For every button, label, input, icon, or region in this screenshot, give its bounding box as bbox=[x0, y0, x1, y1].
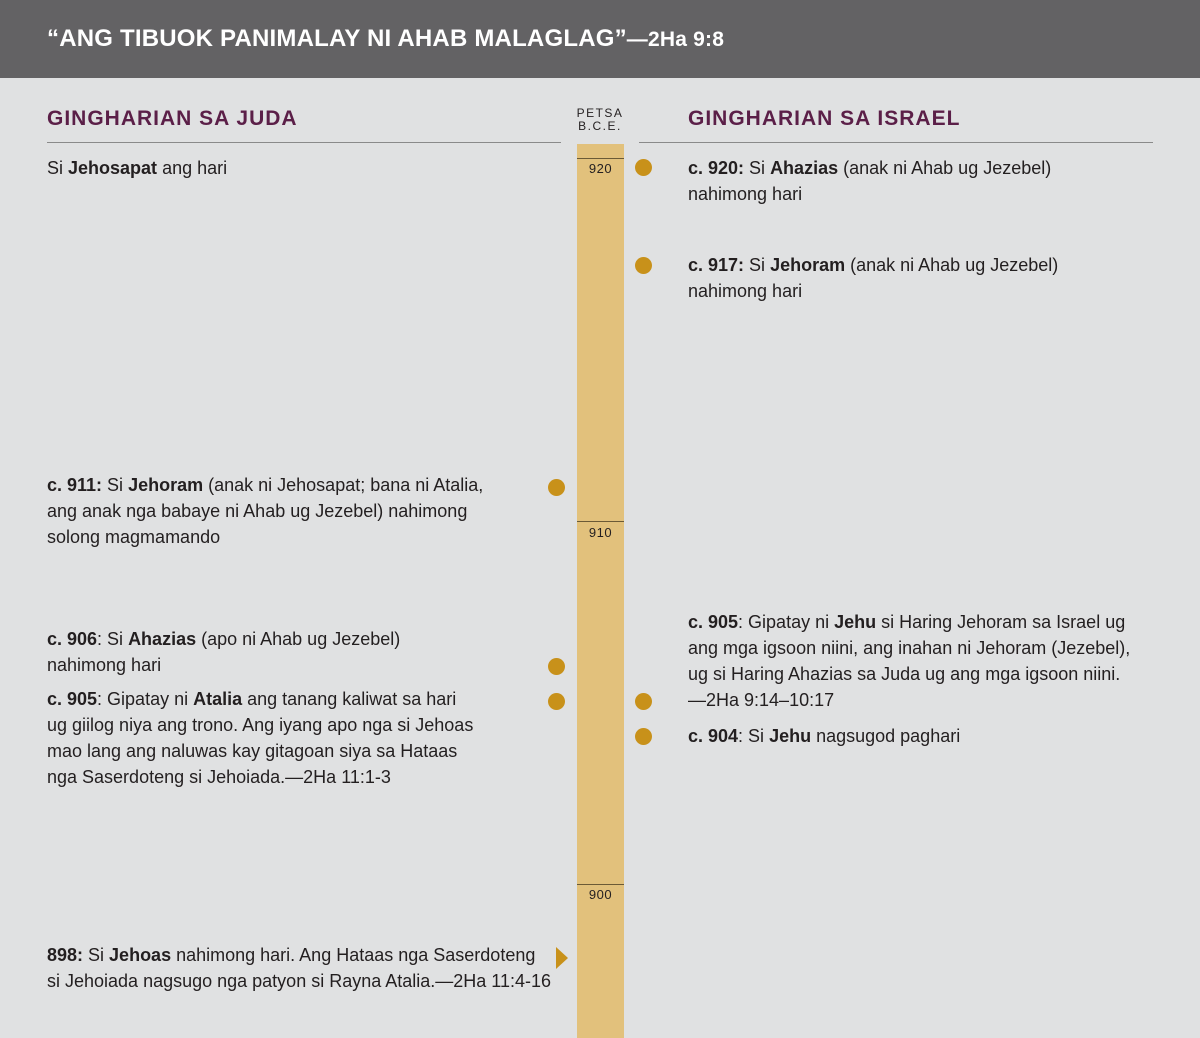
entry-bold-text: Ahazias bbox=[128, 629, 197, 649]
entry-bold-text: Jehu bbox=[769, 726, 812, 746]
israel-heading: GINGHARIAN SA ISRAEL bbox=[688, 107, 961, 130]
entry-bold-text: c. 905 bbox=[47, 689, 98, 709]
entry-text: Si bbox=[744, 255, 771, 275]
judah-entry-905 bbox=[47, 686, 473, 790]
entry-bold-text: c. 911: bbox=[47, 475, 103, 495]
israel-entry-920 bbox=[688, 155, 1051, 207]
entry-bold-text: Jehu bbox=[834, 612, 877, 632]
entry-text: ang hari bbox=[157, 158, 228, 178]
entry-text: ang tanang kaliwat sa hari bbox=[242, 689, 457, 709]
entry-bold-text: c. 906 bbox=[47, 629, 98, 649]
entry-text: ug giilog niya ang trono. Ang iyang apo nga si Jehoas bbox=[47, 715, 474, 735]
page-title bbox=[47, 25, 724, 53]
entry-text: Si bbox=[744, 158, 771, 178]
timeline-year-920: 920 bbox=[588, 161, 613, 176]
judah-marker-898-arrow bbox=[556, 947, 568, 969]
entry-bold-text: Jehoas bbox=[109, 945, 172, 965]
timeline-label bbox=[576, 107, 624, 133]
entry-text: si Jehoiada nagsugo nga patyon si Rayna Atalia.—2Ha 11:4-16 bbox=[47, 971, 552, 991]
timeline-label-bce: B.C.E. bbox=[578, 119, 622, 133]
timeline-year-910: 910 bbox=[588, 525, 613, 540]
timeline-tick-920 bbox=[577, 158, 624, 159]
israel-marker-904 bbox=[635, 728, 652, 745]
israel-marker-920 bbox=[635, 159, 652, 176]
timeline-year-900: 900 bbox=[588, 887, 613, 902]
judah-marker-905 bbox=[548, 693, 565, 710]
judah-marker-906 bbox=[548, 658, 565, 675]
timeline-bar bbox=[577, 144, 624, 1038]
entry-text: nahimong hari bbox=[47, 655, 162, 675]
entry-text: nahimong hari bbox=[688, 281, 803, 301]
timeline-tick-910 bbox=[577, 521, 624, 522]
entry-text: : Gipatay ni bbox=[738, 612, 835, 632]
entry-bold-text: Jehoram bbox=[770, 255, 846, 275]
israel-marker-905 bbox=[635, 693, 652, 710]
entry-bold-text: c. 904 bbox=[688, 726, 739, 746]
judah-heading: GINGHARIAN SA JUDA bbox=[47, 107, 298, 130]
entry-text: Si bbox=[83, 945, 110, 965]
entry-text: (apo ni Ahab ug Jezebel) bbox=[196, 629, 401, 649]
israel-heading-rule bbox=[639, 142, 1153, 143]
entry-text: nagsugod paghari bbox=[811, 726, 961, 746]
title-text: “ANG TIBUOK PANIMALAY NI AHAB MALAGLAG” bbox=[47, 25, 627, 52]
entry-text: Si bbox=[47, 158, 69, 178]
israel-entry-904 bbox=[688, 723, 960, 749]
entry-bold-text: Ahazias bbox=[770, 158, 839, 178]
entry-bold-text: c. 917: bbox=[688, 255, 745, 275]
judah-marker-911 bbox=[548, 479, 565, 496]
entry-text: nga Saserdoteng si Jehoiada.—2Ha 11:1-3 bbox=[47, 767, 391, 787]
judah-entry-906 bbox=[47, 626, 400, 678]
entry-text: nahimong hari. Ang Hataas nga Saserdoteng bbox=[171, 945, 536, 965]
entry-text: si Haring Jehoram sa Israel ug bbox=[876, 612, 1126, 632]
entry-bold-text: Jehoram bbox=[128, 475, 204, 495]
title-reference: —2Ha 9:8 bbox=[626, 28, 725, 51]
entry-text: ang mga igsoon niini, ang inahan ni Jehoram (Jezebel), bbox=[688, 638, 1131, 658]
entry-text: solong magmamando bbox=[47, 527, 221, 547]
entry-text: (anak ni Ahab ug Jezebel) bbox=[838, 158, 1052, 178]
entry-text: : Si bbox=[97, 629, 129, 649]
entry-text: : Gipatay ni bbox=[97, 689, 194, 709]
entry-text: mao lang ang naluwas kay gitagoan siya sa Hataas bbox=[47, 741, 458, 761]
entry-bold-text: c. 920: bbox=[688, 158, 745, 178]
entry-text: —2Ha 9:14–10:17 bbox=[688, 690, 835, 710]
israel-entry-905 bbox=[688, 609, 1130, 713]
entry-text: ug si Haring Ahazias sa Juda ug ang mga igsoon niini. bbox=[688, 664, 1121, 684]
judah-entry-898 bbox=[47, 942, 551, 994]
israel-marker-917 bbox=[635, 257, 652, 274]
israel-entry-917 bbox=[688, 252, 1058, 304]
entry-text: (anak ni Ahab ug Jezebel) bbox=[845, 255, 1059, 275]
judah-entry-911 bbox=[47, 472, 483, 550]
entry-text: nahimong hari bbox=[688, 184, 803, 204]
timeline-label-petsa: PETSA bbox=[576, 106, 624, 120]
judah-entry-jehosapat bbox=[47, 155, 227, 181]
entry-text: Si bbox=[102, 475, 129, 495]
timeline-tick-900 bbox=[577, 884, 624, 885]
entry-text: (anak ni Jehosapat; bana ni Atalia, bbox=[203, 475, 484, 495]
entry-text: ang anak nga babaye ni Ahab ug Jezebel) nahimong bbox=[47, 501, 468, 521]
entry-text: : Si bbox=[738, 726, 770, 746]
entry-bold-text: c. 905 bbox=[688, 612, 739, 632]
entry-bold-text: Atalia bbox=[193, 689, 243, 709]
entry-bold-text: Jehosapat bbox=[68, 158, 158, 178]
entry-bold-text: 898: bbox=[47, 945, 84, 965]
header-banner bbox=[0, 0, 1200, 78]
judah-heading-rule bbox=[47, 142, 561, 143]
